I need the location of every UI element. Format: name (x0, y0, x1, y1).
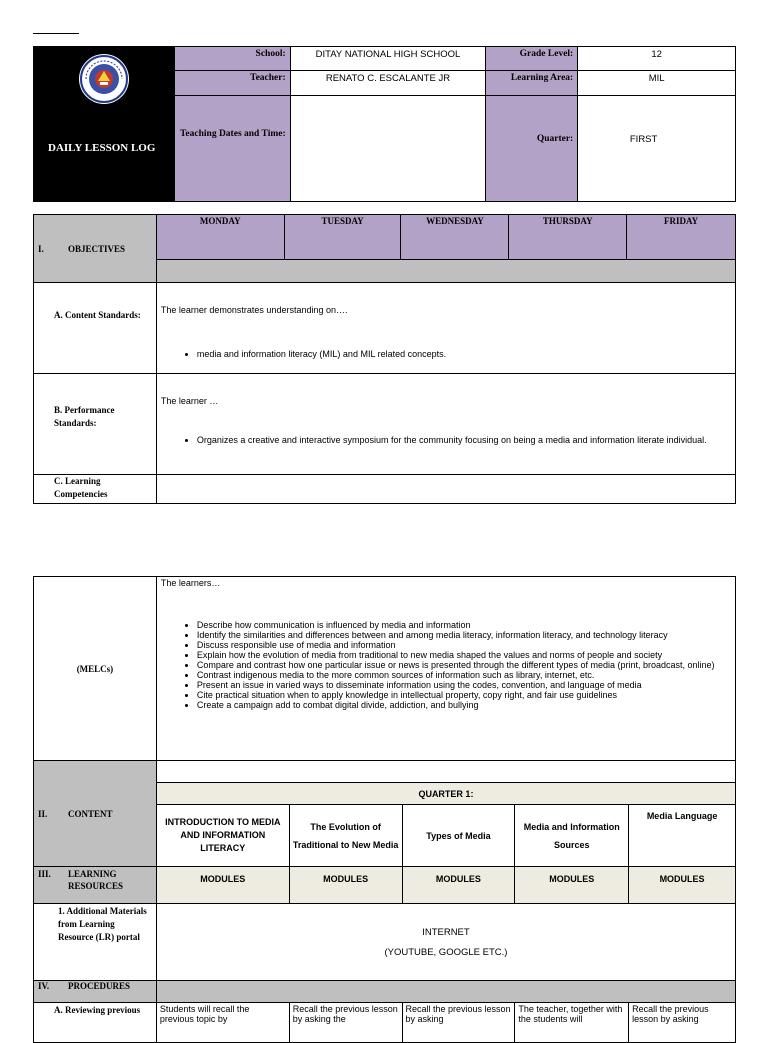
content-standards-bullet: • media and information literacy (MIL) and MIL related concepts. (197, 349, 731, 359)
grade-value: 12 (578, 47, 736, 71)
top-rule (33, 33, 79, 34)
melcs-bullet: • Contrast indigenous media to the more common sources of information such as library, internet, etc. (197, 670, 731, 680)
performance-standards-bullet: • Organizes a creative and interactive symposium for the community focusing on being a media and information literate individual. (197, 435, 731, 445)
learning-competencies-cell (156, 475, 735, 504)
grade-label: Grade Level: (486, 47, 578, 71)
procedure-tuesday: Recall the previous lesson by asking the (289, 1003, 402, 1043)
melcs-label: (MELCs) (34, 577, 157, 761)
topic-thursday: Media and Information Sources (515, 805, 629, 867)
quarter-label: Quarter: (486, 96, 578, 202)
procedure-monday: Students will recall the previous topic by (156, 1003, 289, 1043)
header-table (33, 46, 736, 202)
module-friday: MODULES (629, 867, 736, 904)
melcs-bullet: • Explain how the evolution of media from traditional to new media shaped the values and norms of people and society (197, 650, 731, 660)
internet-subtext: (YOUTUBE, GOOGLE ETC.) (384, 946, 508, 958)
content-label: CONTENT (68, 808, 113, 819)
teacher-value: RENATO C. ESCALANTE JR (290, 71, 486, 96)
content-blank-row (156, 761, 735, 783)
day-thursday: THURSDAY (509, 215, 627, 260)
teacher-label: Teacher: (174, 71, 290, 96)
day-wednesday: WEDNESDAY (401, 215, 509, 260)
melcs-bullet: • Identify the similarities and differences between and among media literacy, information literacy, and technology literacy (197, 630, 731, 640)
additional-materials-cell (156, 904, 735, 981)
procedures-gray-band (156, 981, 735, 1003)
procedures-label: PROCEDURES (68, 981, 131, 991)
melcs-bullet: • Create a campaign add to combat digital divide, addiction, and bullying (197, 700, 731, 710)
module-monday: MODULES (156, 867, 289, 904)
content-standards-intro: The learner demonstrates understanding on…. (160, 305, 348, 315)
content-label-cell (34, 761, 157, 867)
day-tuesday: TUESDAY (284, 215, 401, 260)
internet-text: INTERNET (422, 926, 470, 938)
procedures-label-cell (34, 981, 157, 1003)
procedure-friday: Recall the previous lesson by asking (629, 1003, 736, 1043)
content-standards-cell (156, 283, 735, 374)
melcs-content-table (33, 576, 736, 1043)
quarter-heading: QUARTER 1: (156, 783, 735, 805)
header-logo-cell (34, 47, 175, 202)
performance-standards-cell (156, 374, 735, 475)
additional-materials-label: 1. Additional Materials from Learning Resource (LR) portal (34, 904, 157, 981)
objectives-label-cell (34, 215, 157, 283)
melcs-bullet: • Compare and contrast how one particular issue or news is presented through the different types of media (print, broadcast, online) (197, 660, 731, 670)
school-value: DITAY NATIONAL HIGH SCHOOL (290, 47, 486, 71)
resources-label-cell (34, 867, 157, 904)
melcs-list (161, 620, 731, 710)
objectives-num: I. (38, 243, 44, 254)
topic-tuesday: The Evolution of Traditional to New Media (289, 805, 402, 867)
document-title: DAILY LESSON LOG (48, 142, 156, 154)
performance-standards-label: B. Performance Standards: (34, 374, 157, 475)
melcs-bullet: • Discuss responsible use of media and information (197, 640, 731, 650)
reviewing-label: A. Reviewing previous (34, 1003, 157, 1043)
resources-num: III. (38, 869, 51, 879)
topic-monday: INTRODUCTION TO MEDIA AND INFORMATION LITERACY (156, 805, 289, 867)
melcs-cell (156, 577, 735, 761)
objectives-label: OBJECTIVES (68, 243, 126, 254)
module-thursday: MODULES (515, 867, 629, 904)
quarter-value: FIRST (578, 96, 736, 202)
topic-wednesday: Types of Media (402, 805, 515, 867)
day-monday: MONDAY (156, 215, 284, 260)
day-friday: FRIDAY (627, 215, 736, 260)
melcs-bullet: • Describe how communication is influenced by media and information (197, 620, 731, 630)
topic-friday: Media Language (629, 805, 736, 867)
area-label: Learning Area: (486, 71, 578, 96)
resources-label: LEARNING RESOURCES (68, 869, 124, 891)
school-label: School: (174, 47, 290, 71)
objectives-gray-band (156, 260, 735, 283)
deped-seal-icon (78, 53, 130, 105)
performance-standards-list (161, 435, 731, 445)
procedure-thursday: The teacher, together with the students will (515, 1003, 629, 1043)
performance-standards-intro: The learner … (160, 396, 219, 406)
module-tuesday: MODULES (289, 867, 402, 904)
procedure-wednesday: Recall the previous lesson by asking (402, 1003, 515, 1043)
melcs-intro: The learners… (160, 578, 221, 588)
content-standards-label: A. Content Standards: (34, 283, 157, 374)
melcs-bullet: • Cite practical situation when to apply knowledge in intellectual property, copy right, and fair use guidelines (197, 690, 731, 700)
learning-competencies-label: C. Learning Competencies (34, 475, 157, 504)
objectives-table (33, 214, 736, 504)
content-num: II. (38, 808, 48, 819)
procedures-num: IV. (38, 981, 50, 991)
dates-label: Teaching Dates and Time: (174, 96, 290, 202)
melcs-bullet: • Present an issue in varied ways to disseminate information using the codes, convention, and language of media (197, 680, 731, 690)
dates-value (290, 96, 486, 202)
area-value: MIL (578, 71, 736, 96)
content-standards-list (161, 349, 731, 359)
module-wednesday: MODULES (402, 867, 515, 904)
